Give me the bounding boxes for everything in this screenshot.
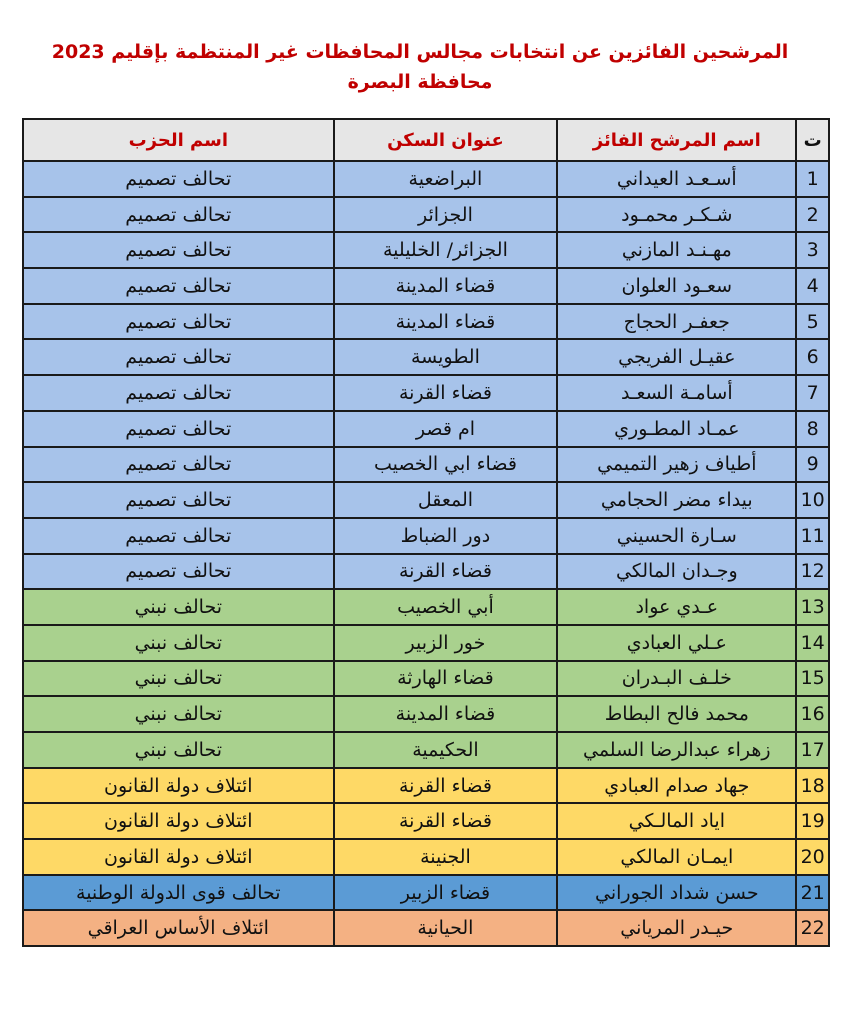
table-row [23,554,829,590]
candidate-name: حيـدر المرياني [557,910,796,946]
candidate-name: وجـدان المالكي [557,554,796,590]
candidate-name: عـلي العبادي [557,625,796,661]
row-number: 15 [796,661,829,697]
table-row [23,411,829,447]
row-number: 3 [796,232,829,268]
table-row [23,447,829,483]
table-row [23,696,829,732]
party-name: تحالف تصميم [23,304,334,340]
party-name: تحالف نبني [23,732,334,768]
party-name: ائتلاف الأساس العراقي [23,910,334,946]
residence-address: قضاء المدينة [334,304,558,340]
table-row [23,197,829,233]
candidate-name: عـدي عواد [557,589,796,625]
party-name: تحالف تصميم [23,197,334,233]
party-name: تحالف نبني [23,625,334,661]
table-row [23,232,829,268]
candidate-name: حسن شداد الجوراني [557,875,796,911]
candidate-name: أطياف زهير التميمي [557,447,796,483]
row-number: 8 [796,411,829,447]
row-number: 4 [796,268,829,304]
residence-address: الطويسة [334,339,558,375]
table-row [23,803,829,839]
row-number: 10 [796,482,829,518]
row-number: 7 [796,375,829,411]
table-row [23,482,829,518]
party-name: تحالف تصميم [23,518,334,554]
candidate-name: أسامـة السعـد [557,375,796,411]
table-row [23,625,829,661]
table-row [23,339,829,375]
row-number: 2 [796,197,829,233]
residence-address: دور الضباط [334,518,558,554]
page-title: المرشحين الفائزين عن انتخابات مجالس المحافظات غير المنتظمة بإقليم 2023 [51,41,789,63]
row-number: 11 [796,518,829,554]
party-name: تحالف نبني [23,589,334,625]
candidate-name: سـارة الحسيني [557,518,796,554]
residence-address: أبي الخصيب [334,589,558,625]
row-number: 21 [796,875,829,911]
header-address: عنوان السكن [334,119,558,161]
residence-address: الجزائر/ الخليلية [334,232,558,268]
header-name: اسم المرشح الفائز [557,119,796,161]
table-row [23,268,829,304]
candidate-name: ايمـان المالكي [557,839,796,875]
row-number: 22 [796,910,829,946]
row-number: 13 [796,589,829,625]
candidate-name: اياد المالـكي [557,803,796,839]
row-number: 18 [796,768,829,804]
party-name: تحالف تصميم [23,232,334,268]
party-name: تحالف تصميم [23,447,334,483]
residence-address: الجنينة [334,839,558,875]
residence-address: البراضعية [334,161,558,197]
header-party: اسم الحزب [23,119,334,161]
table-row [23,304,829,340]
residence-address: قضاء المدينة [334,696,558,732]
party-name: تحالف تصميم [23,161,334,197]
candidate-name: محمد فالح البطاط [557,696,796,732]
residence-address: الحكيمية [334,732,558,768]
residence-address: قضاء المدينة [334,268,558,304]
residence-address: قضاء الهارثة [334,661,558,697]
candidate-name: مهـنـد المازني [557,232,796,268]
page-subtitle: محافظة البصرة [347,71,493,93]
party-name: تحالف تصميم [23,482,334,518]
residence-address: المعقل [334,482,558,518]
residence-address: ام قصر [334,411,558,447]
header-num: ت [796,119,829,161]
residence-address: قضاء الزبير [334,875,558,911]
party-name: ائتلاف دولة القانون [23,803,334,839]
table-row [23,375,829,411]
row-number: 1 [796,161,829,197]
candidate-name: أسـعـد العيداني [557,161,796,197]
party-name: تحالف تصميم [23,411,334,447]
party-name: ائتلاف دولة القانون [23,839,334,875]
table-row [23,839,829,875]
row-number: 20 [796,839,829,875]
row-number: 17 [796,732,829,768]
winners-table [22,118,830,947]
row-number: 16 [796,696,829,732]
table-header-row [23,119,829,161]
table-row [23,161,829,197]
table-row [23,768,829,804]
table-row [23,589,829,625]
row-number: 14 [796,625,829,661]
residence-address: قضاء القرنة [334,375,558,411]
candidate-name: جعفـر الحجاج [557,304,796,340]
candidate-name: عقيـل الفريجي [557,339,796,375]
table-row [23,518,829,554]
party-name: تحالف تصميم [23,554,334,590]
residence-address: خور الزبير [334,625,558,661]
table-row [23,732,829,768]
candidate-name: بيداء مضر الحجامي [557,482,796,518]
residence-address: الجزائر [334,197,558,233]
row-number: 9 [796,447,829,483]
candidate-name: سعـود العلوان [557,268,796,304]
table-row [23,661,829,697]
party-name: تحالف قوى الدولة الوطنية [23,875,334,911]
party-name: تحالف نبني [23,661,334,697]
party-name: تحالف تصميم [23,339,334,375]
party-name: تحالف تصميم [23,268,334,304]
residence-address: قضاء القرنة [334,803,558,839]
party-name: ائتلاف دولة القانون [23,768,334,804]
party-name: تحالف تصميم [23,375,334,411]
residence-address: قضاء القرنة [334,554,558,590]
party-name: تحالف نبني [23,696,334,732]
residence-address: قضاء القرنة [334,768,558,804]
row-number: 19 [796,803,829,839]
row-number: 6 [796,339,829,375]
candidate-name: زهراء عبدالرضا السلمي [557,732,796,768]
candidate-name: خلـف البـدران [557,661,796,697]
row-number: 5 [796,304,829,340]
residence-address: الحيانية [334,910,558,946]
table-row [23,875,829,911]
residence-address: قضاء ابي الخصيب [334,447,558,483]
table-row [23,910,829,946]
candidate-name: جهاد صدام العبادي [557,768,796,804]
row-number: 12 [796,554,829,590]
candidate-name: شـكـر محمـود [557,197,796,233]
candidate-name: عمـاد المطـوري [557,411,796,447]
